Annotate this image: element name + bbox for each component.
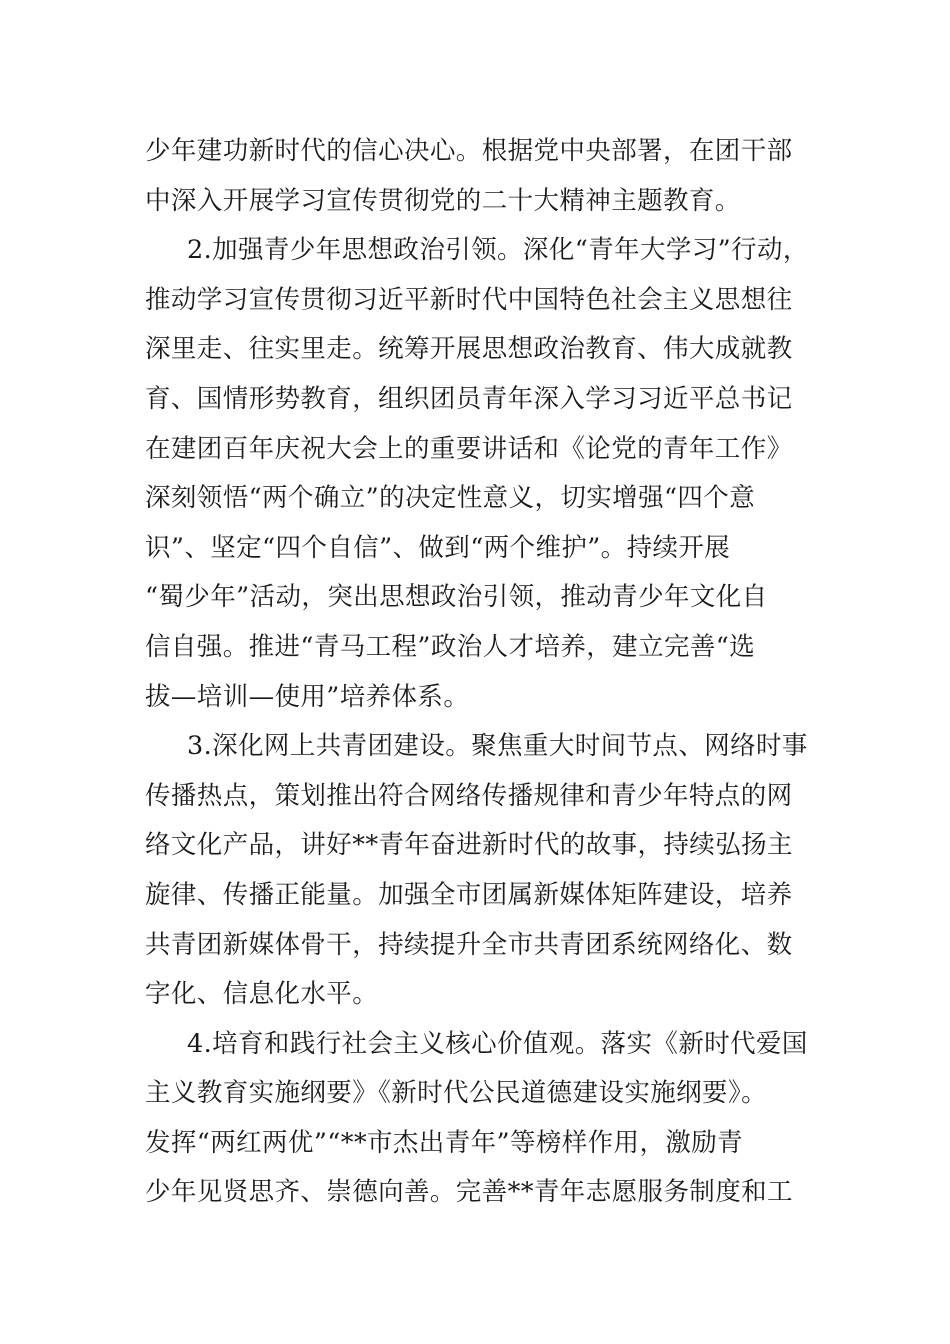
text-line: “蜀少年”活动，突出思想政治引领，推动青少年文化自: [145, 582, 768, 613]
text-line: 推动学习宣传贯彻习近平新时代中国特色社会主义思想往: [145, 284, 793, 315]
paragraph-heading-4: 4.培育和践行社会主义核心价值观。落实《新时代爱国: [187, 1028, 808, 1059]
text-line: 中深入开展学习宣传贯彻党的二十大精神主题教育。: [145, 185, 741, 216]
text-line: 主义教育实施纲要》《新时代公民道德建设实施纲要》。: [145, 1078, 768, 1109]
text-line: 字化、信息化水平。: [145, 979, 379, 1010]
body-text: [145, 127, 835, 1218]
text-line: 络文化产品，讲好**青年奋进新时代的故事，持续弘扬主: [145, 830, 793, 861]
paragraph-heading-2: 2.加强青少年思想政治引领。深化“青年大学习”行动，: [187, 235, 809, 266]
text-line: 在建团百年庆祝大会上的重要讲话和《论党的青年工作》: [145, 433, 793, 464]
text-line: 深刻领悟“两个确立”的决定性意义，切实增强“四个意: [145, 483, 756, 514]
text-line: 传播热点，策划推出符合网络传播规律和青少年特点的网: [145, 780, 793, 811]
text-line: 少年建功新时代的信心决心。根据党中央部署，在团干部: [145, 136, 793, 166]
text-line: 拔—培训—使用”培养体系。: [145, 681, 470, 712]
text-line: 少年见贤思齐、崇德向善。完善**青年志愿服务制度和工: [145, 1177, 793, 1208]
text-line: 共青团新媒体骨干，持续提升全市共青团系统网络化、数: [145, 929, 793, 960]
text-line: 旋律、传播正能量。加强全市团属新媒体矩阵建设，培养: [145, 879, 793, 910]
text-line: 深里走、往实里走。统筹开展思想政治教育、伟大成就教: [145, 334, 793, 365]
text-line: 识”、坚定“四个自信”、做到“两个维护”。持续开展: [145, 532, 731, 563]
paragraph-heading-3: 3.深化网上共青团建设。聚焦重大时间节点、网络时事: [187, 731, 808, 762]
text-line: 育、国情形势教育，组织团员青年深入学习习近平总书记: [145, 383, 793, 414]
text-line: 信自强。推进“青马工程”政治人才培养，建立完善“选: [145, 631, 756, 662]
text-line: 发挥“两红两优”“**市杰出青年”等榜样作用，激励青: [145, 1127, 744, 1158]
